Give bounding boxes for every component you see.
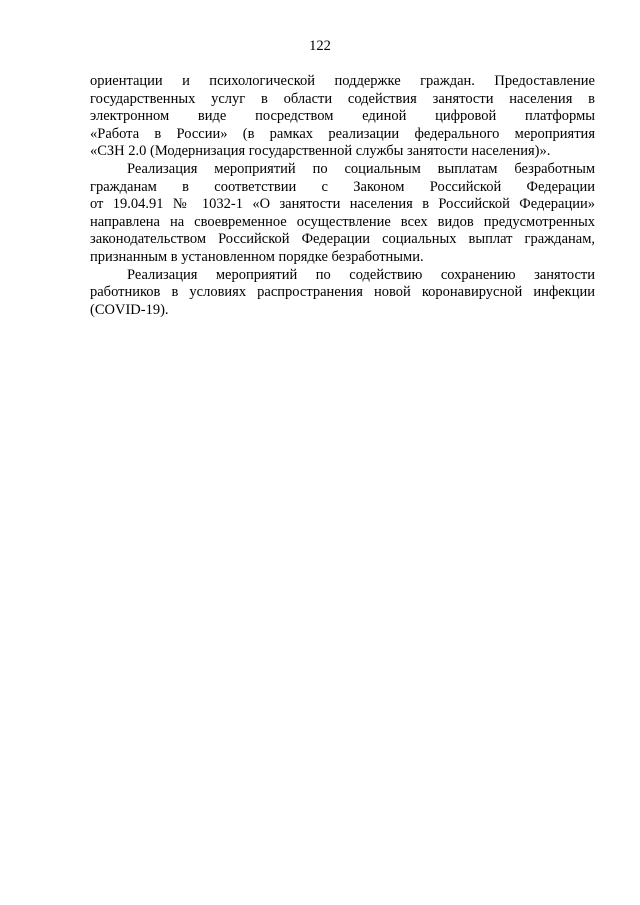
- paragraph-1: [90, 73, 595, 161]
- paragraph-3: [90, 267, 595, 320]
- text-line: гражданам в соответствии с Законом Российской Федерации: [90, 178, 595, 195]
- text-line: «Работа в России» (в рамках реализации федерального мероприятия: [90, 125, 595, 142]
- paragraph-2: [90, 161, 595, 267]
- text-line: законодательством Российской Федерации социальных выплат гражданам,: [90, 231, 595, 248]
- text-line: Реализация мероприятий по содействию сохранению занятости: [127, 266, 595, 283]
- text-line: работников в условиях распространения новой коронавирусной инфекции: [90, 284, 595, 301]
- text-line: направлена на своевременное осуществление всех видов предусмотренных: [90, 213, 595, 230]
- page-number: 122: [309, 38, 331, 54]
- text-line: «СЗН 2.0 (Модернизация государственной службы занятости населения)».: [90, 143, 551, 160]
- document-body: [90, 73, 595, 319]
- text-line: электронном виде посредством единой цифровой платформы: [90, 108, 595, 125]
- text-line: государственных услуг в области содействия занятости населения в: [90, 90, 595, 107]
- text-line: (COVID-19).: [90, 301, 169, 318]
- text-line: от 19.04.91 № 1032-1 «О занятости населения в Российской Федерации»: [90, 196, 595, 213]
- text-line: ориентации и психологической поддержке граждан. Предоставление: [90, 73, 595, 89]
- text-line: признанным в установленном порядке безработными.: [90, 248, 424, 265]
- text-line: Реализация мероприятий по социальным выплатам безработным: [127, 160, 595, 177]
